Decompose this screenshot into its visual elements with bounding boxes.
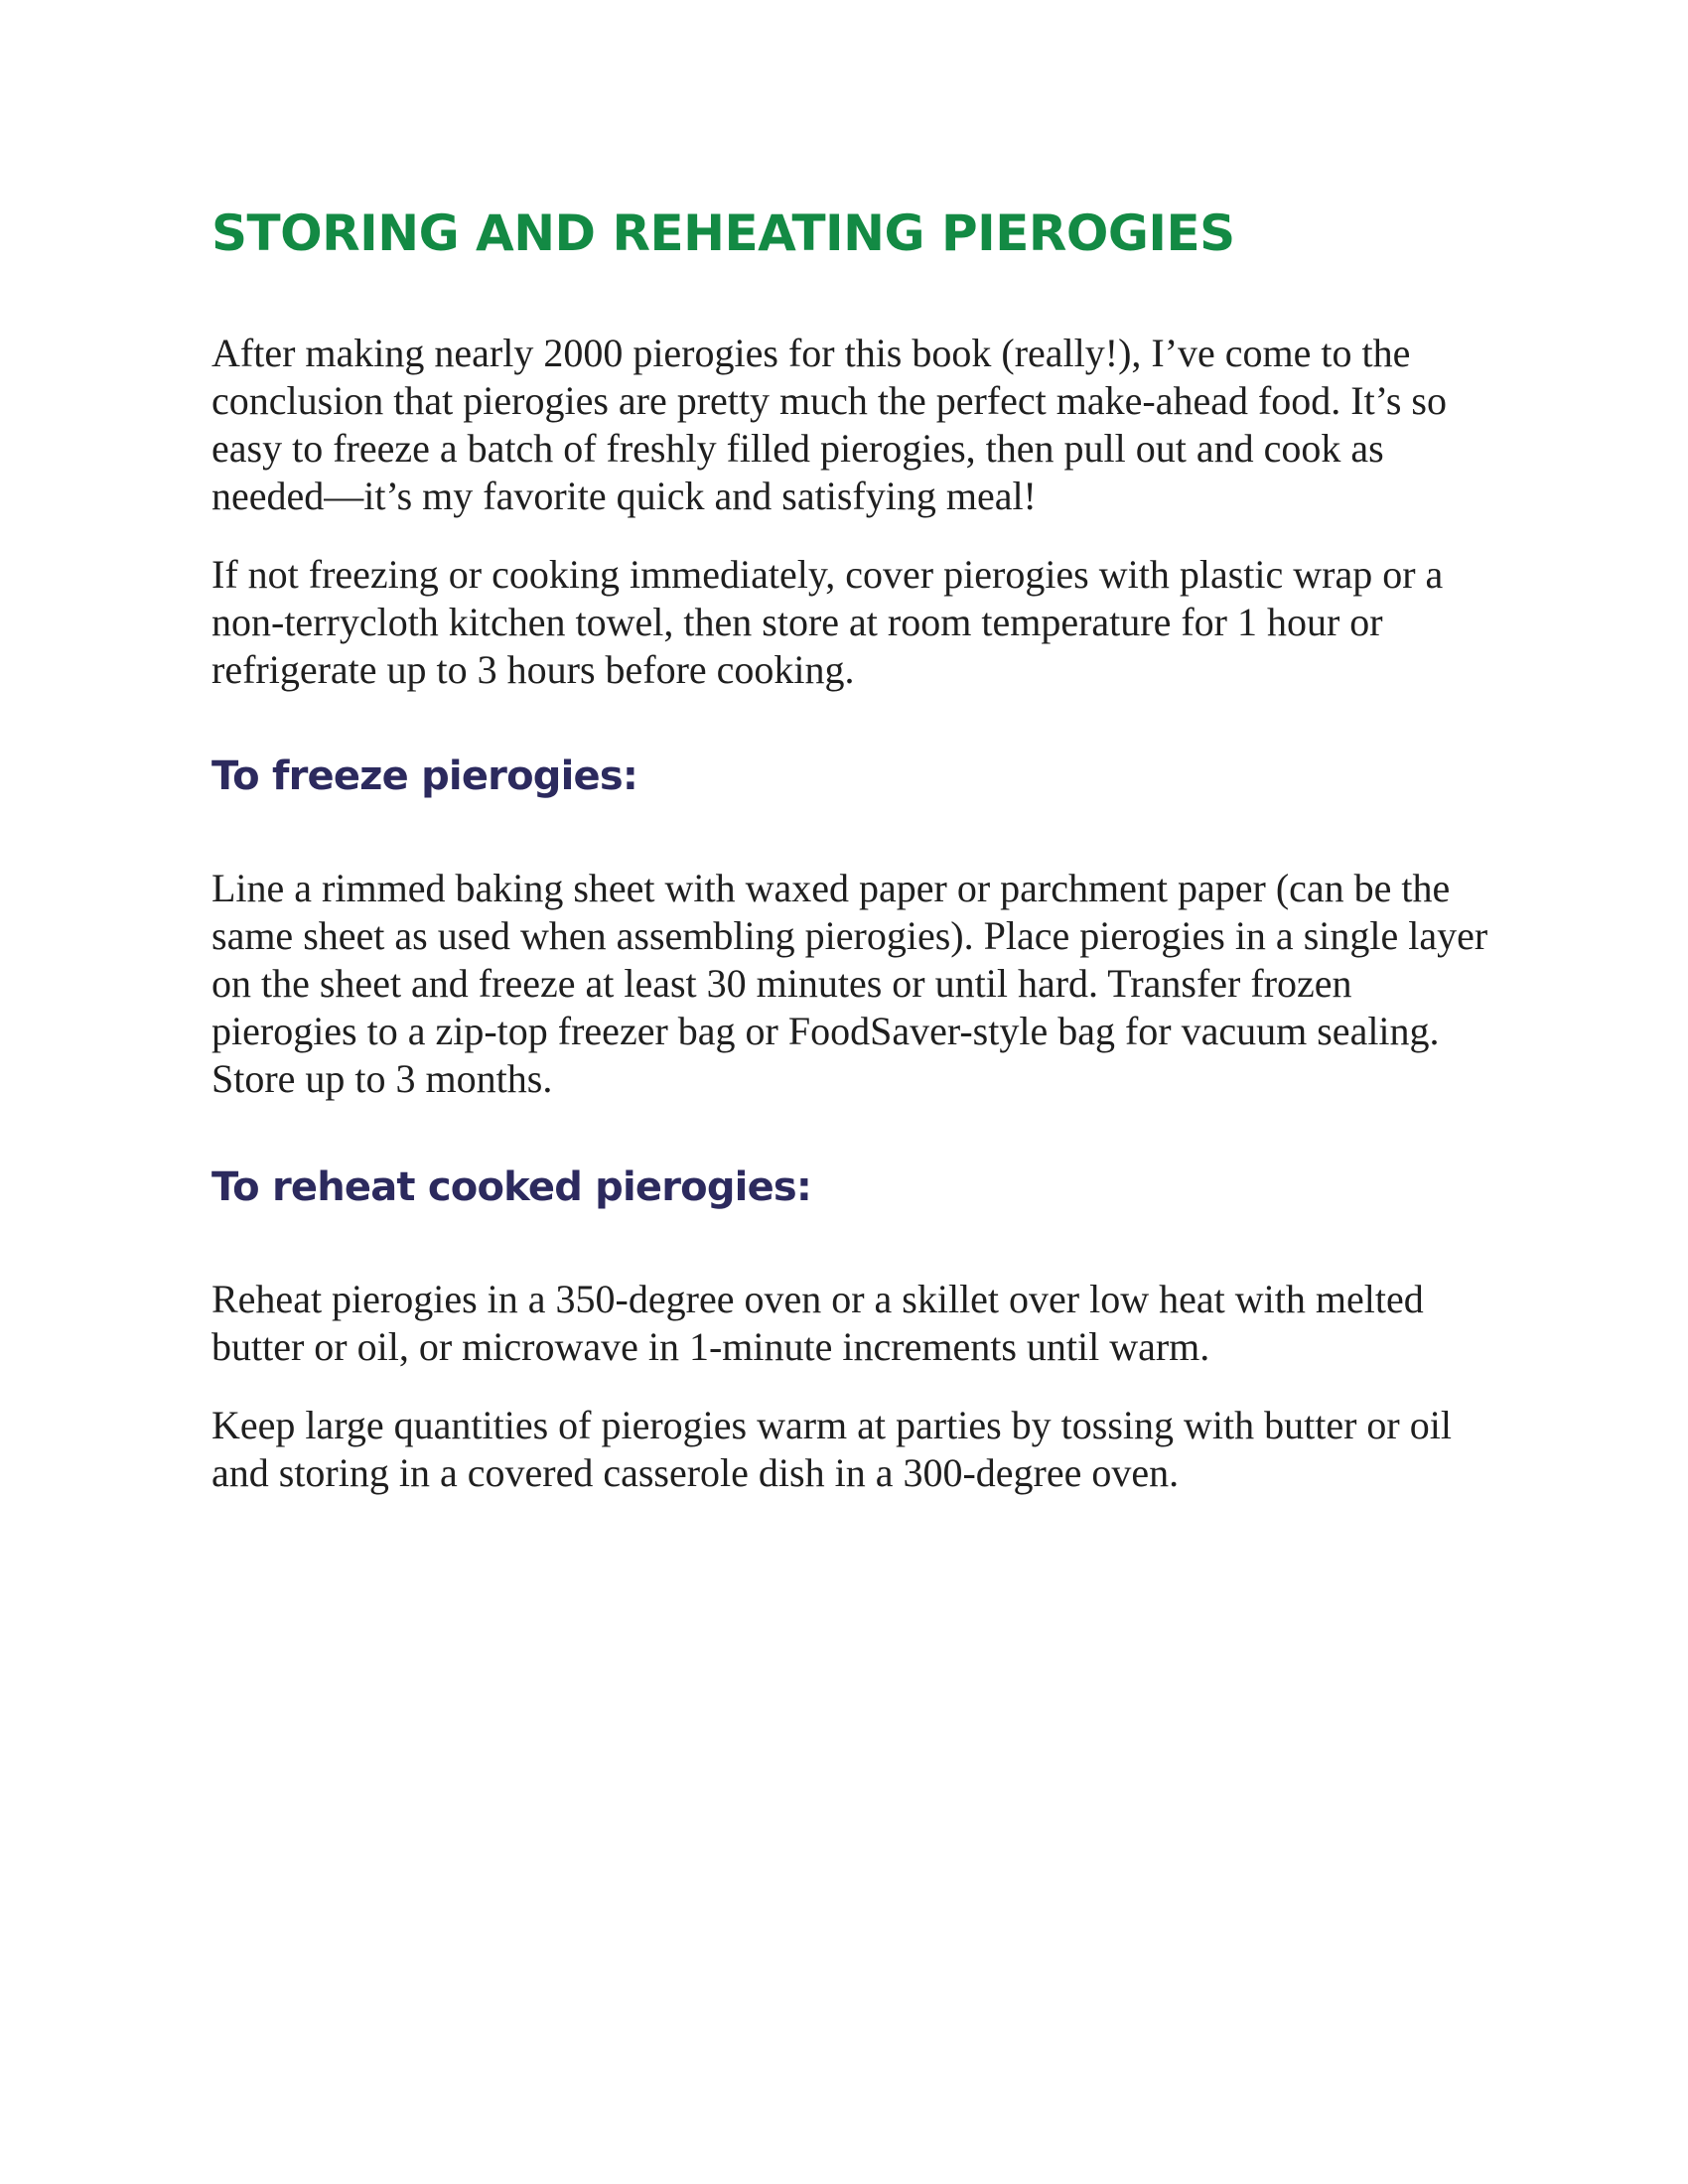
page-title: STORING AND REHEATING PIEROGIES: [211, 205, 1235, 262]
section-heading-freeze: To freeze pierogies:: [211, 753, 638, 799]
reheat-paragraph-2: Keep large quantities of pierogies warm at parties by tossing with butter or oil and storing in a covered casserole dish in a 300-degree oven.: [211, 1403, 1452, 1495]
intro-paragraph-2: If not freezing or cooking immediately, cover pierogies with plastic wrap or a non-terrycloth kitchen towel, then store at room temperature for 1 hour or refrigerate up to 3 hours before cooking.: [211, 552, 1444, 692]
page-content: [211, 204, 1502, 1497]
section-heading-reheat: To reheat cooked pierogies:: [211, 1164, 812, 1210]
intro-paragraph-1: After making nearly 2000 pierogies for this book (really!), I’ve come to the conclusion that pierogies are pretty much the perfect make-ahead food. It’s so easy to freeze a batch of freshly filled pierogies, then pull out and cook as needed—it’s my favorite quick and satisfying meal!: [211, 331, 1447, 518]
reheat-paragraph-1: Reheat pierogies in a 350-degree oven or a skillet over low heat with melted butter or oil, or microwave in 1-minute increments until warm.: [211, 1277, 1424, 1369]
freeze-paragraph: Line a rimmed baking sheet with waxed paper or parchment paper (can be the same sheet as used when assembling pierogies). Place pierogies in a single layer on the sheet and freeze at least 30 minutes or until hard. Transfer frozen pierogies to a zip-top freezer bag or FoodSaver-style bag for vacuum sealing. Store up to 3 months.: [211, 866, 1488, 1101]
